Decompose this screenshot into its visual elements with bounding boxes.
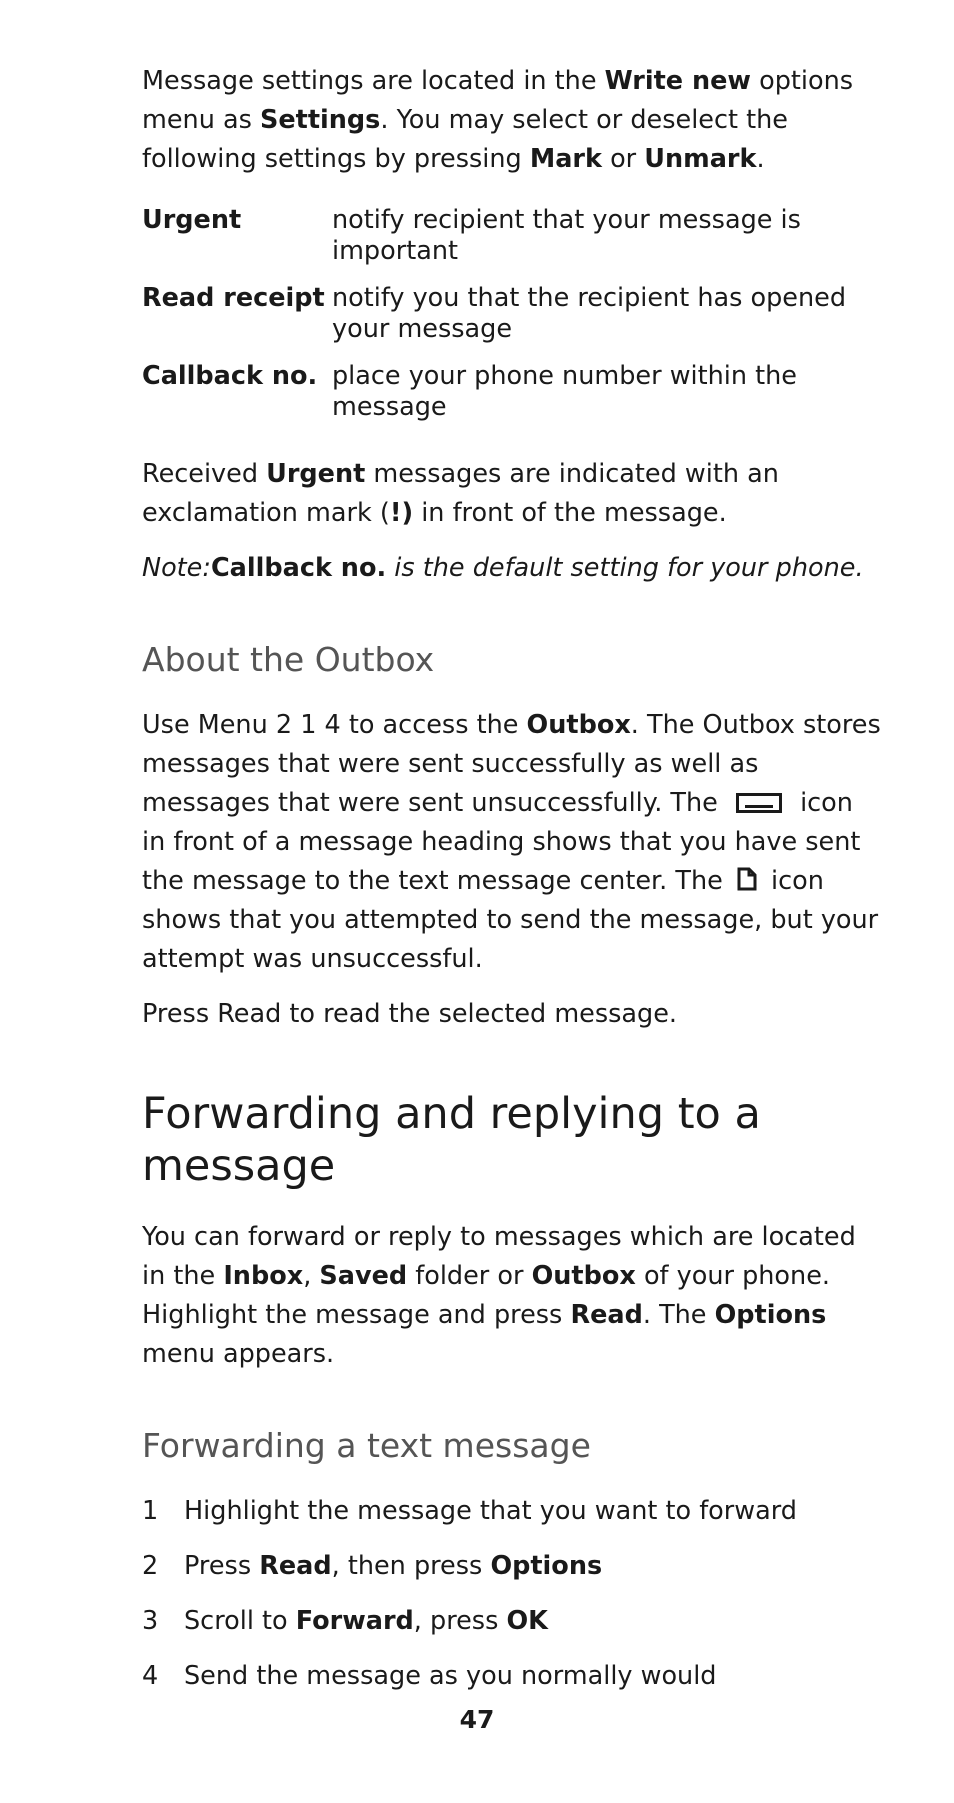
step-item [142, 1492, 882, 1531]
setting-description: notify you that the recipient has opened your message [332, 283, 847, 344]
manual-page [142, 62, 882, 1712]
setting-term: Urgent [142, 205, 242, 235]
settings-intro-paragraph: Message settings are located in the Write new options menu as Settings. You may select or deselect the following settings by pressing Mark or Unmark. [142, 66, 854, 174]
forwarding-heading: Forwarding and replying to a message [142, 1089, 761, 1191]
setting-callback-no [142, 361, 882, 423]
note-paragraph: Note:Callback no. is the default setting for your phone. [142, 553, 864, 583]
setting-urgent [142, 205, 882, 267]
forwarding-paragraph: You can forward or reply to messages which are located in the Inbox, Saved folder or Outbox of your phone. Highlight the message and press Read. The Options menu appears. [142, 1222, 856, 1369]
urgent-paragraph: Received Urgent messages are indicated with an exclamation mark (!) in front of the message. [142, 459, 779, 528]
step-text: Press Read, then press Options [184, 1551, 603, 1581]
setting-description: place your phone number within the message [332, 361, 797, 422]
forward-text-heading: Forwarding a text message [142, 1426, 591, 1465]
sent-message-icon [736, 793, 782, 813]
outbox-paragraph: Use Menu 2 1 4 to access the Outbox. The Outbox stores messages that were sent successfully as well as messages that were sent unsuccessfully. The icon in front of a message heading shows that you have sent the message to the text message center. The icon shows that you attempted to send the message, but your attempt was unsuccessful. [142, 710, 881, 974]
step-number: 4 [142, 1661, 159, 1691]
step-item [142, 1547, 882, 1586]
step-number: 3 [142, 1606, 159, 1636]
setting-description: notify recipient that your message is important [332, 205, 801, 266]
step-text: Scroll to Forward, press OK [184, 1606, 548, 1636]
step-text: Send the message as you normally would [184, 1661, 717, 1691]
step-number: 2 [142, 1551, 159, 1581]
outbox-heading: About the Outbox [142, 640, 435, 679]
setting-term: Read receipt [142, 283, 325, 313]
setting-read-receipt [142, 283, 882, 345]
unsent-message-icon [737, 867, 757, 891]
forward-steps-list [142, 1492, 882, 1696]
step-text: Highlight the message that you want to forward [184, 1496, 797, 1526]
setting-term: Callback no. [142, 361, 318, 391]
page-number: 47 [459, 1705, 495, 1734]
settings-definition-list [142, 205, 882, 423]
step-number: 1 [142, 1496, 159, 1526]
step-item [142, 1602, 882, 1641]
step-item [142, 1657, 882, 1696]
press-read-paragraph: Press Read to read the selected message. [142, 999, 678, 1029]
